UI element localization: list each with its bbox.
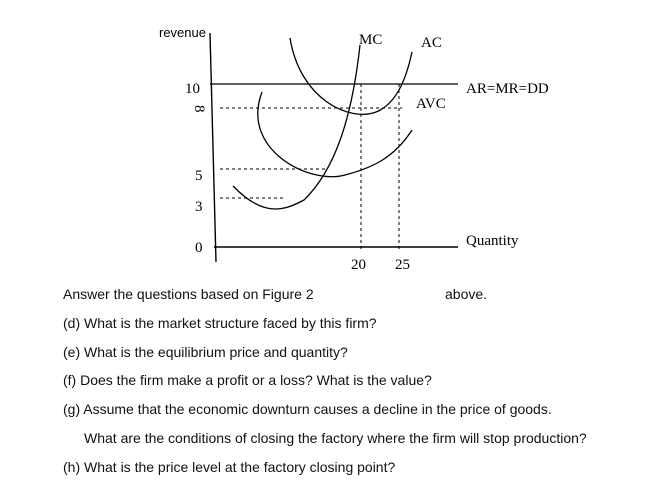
demand-label: AR=MR=DD [466,81,549,97]
mc-label: MC [359,32,383,48]
y-tick-label: 3 [195,199,203,215]
y-tick-label: 0 [195,240,203,256]
mc-curve [233,45,360,209]
avc-label: AVC [416,96,446,112]
y-axis [210,33,216,262]
question-d: (d) What is the market structure faced by this firm? [63,315,377,331]
x-axis-label: Quantity [466,233,519,249]
y-tick-label: 5 [195,168,203,184]
x-tick-label: 25 [395,257,410,273]
question-h: (h) What is the price level at the factory closing point? [63,459,396,475]
ac-label: AC [421,35,442,51]
question-g-continued: What are the conditions of closing the factory where the firm will stop production? [84,430,587,446]
question-f: (f) Does the firm make a profit or a loss? What is the value? [63,372,432,388]
x-tick-label: 20 [351,257,366,273]
y-tick-label: 10 [185,81,200,97]
y-tick-label: 8 [191,105,207,113]
question-e: (e) What is the equilibrium price and quantity? [63,344,348,360]
avc-curve [258,92,412,177]
y-axis-label: revenue [159,25,206,40]
question-intro-tail: above. [445,286,488,302]
question-g: (g) Assume that the economic downturn causes a decline in the price of goods. [63,401,552,417]
question-intro: Answer the questions based on Figure 2 [63,286,314,302]
